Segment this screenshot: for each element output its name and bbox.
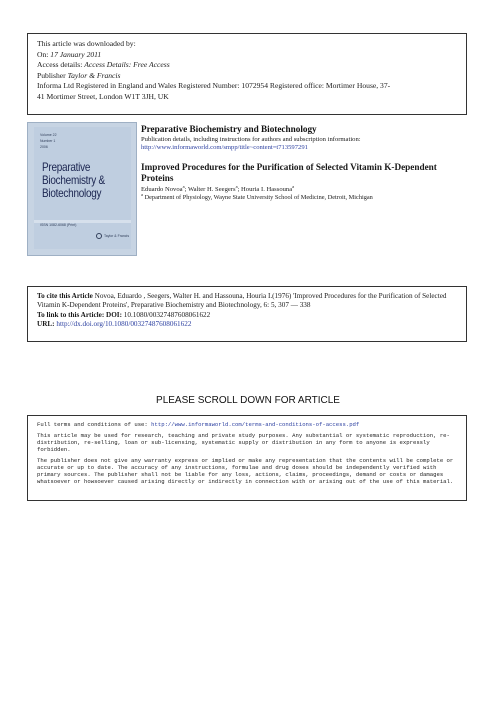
download-date-line	[37, 50, 457, 61]
access-details: Access Details: Free Access	[84, 60, 170, 70]
scroll-notice: PLEASE SCROLL DOWN FOR ARTICLE	[156, 395, 340, 406]
access-label: Access details:	[37, 60, 83, 70]
author-2-sup: a	[235, 183, 238, 189]
journal-cover-image	[27, 122, 137, 256]
journal-url-link[interactable]: http://www.informaworld.com/smpp/title~content=t713597291	[141, 144, 308, 152]
affiliation	[141, 194, 471, 202]
full-terms-line	[37, 421, 457, 428]
terms-url-link[interactable]: http://www.informaworld.com/terms-and-conditions-of-access.pdf	[151, 421, 360, 428]
journal-info	[141, 124, 471, 203]
publication-details: Publication details, including instructions for authors and subscription information:	[141, 136, 361, 143]
cite-line	[37, 292, 457, 311]
publisher-name: Taylor & Francis	[67, 70, 121, 80]
terms-paragraph-1: This article may be used for research, teaching and private study purposes. Any substantial or systematic reproduction, re-distribution, re-selling, loan or sub-licensing, systematic supply or distribution in any form to anyone is expressly forbidden.	[37, 432, 450, 453]
access-details-line	[37, 60, 457, 71]
informa-line-2: 41 Mortimer Street, London W1T 3JH, UK	[37, 91, 169, 101]
publisher-label: Publisher	[37, 70, 66, 80]
terms-paragraph-2: The publisher does not give any warranty express or implied or make any representation that the contents will be complete or accurate or up to date. The accuracy of any instructions, formulae and drug doses should be independently verified with primary sources. The publisher shall not be liable for any loss, actions, claims, proceedings, demand or costs or damages whatsoever or howsoever caused arising directly or indirectly in connection with or arising out of the use of this material.	[37, 457, 454, 485]
cover-volume: Volume 22	[40, 133, 57, 137]
informa-line-1: Informa Ltd Registered in England and Wales Registered Number: 1072954 Registered office: Mortimer House, 37-	[37, 81, 391, 91]
download-date: 17 January 2011	[50, 49, 102, 59]
doi-url-link[interactable]: http://dx.doi.org/10.1080/00327487608061622	[56, 320, 192, 329]
cover-publisher-logo	[96, 233, 129, 239]
affiliation-text: Department of Physiology, Wayne State University School of Medicine, Detroit, Michigan	[143, 194, 373, 202]
cover-number: Number 1	[40, 139, 56, 143]
cite-text: Novoa, Eduardo , Seegers, Walter H. and Hassouna, Houria I.(1976) 'Improved Procedures for the Purification of Selected Vitamin K-Dependent Proteins', Preparative Biochemistry and Biotechnology, 6: 5, 307 — 338	[37, 292, 447, 310]
cover-footer: ISSN 1082-6068 (Print)	[40, 223, 77, 227]
cover-year: 2006	[40, 145, 48, 149]
author-1: Eduardo Novoa	[141, 185, 183, 193]
doi-value: 10.1080/00327487608061622	[123, 310, 211, 319]
link-label: To link to this Article: DOI:	[37, 310, 122, 319]
url-label: URL:	[37, 320, 55, 329]
author-3-sup: a	[292, 183, 295, 189]
affiliation-sup: a	[141, 192, 143, 198]
article-title: Improved Procedures for the Purification of Selected Vitamin K-Dependent Proteins	[141, 161, 437, 183]
author-3: ; Houria I. Hassouna	[237, 185, 293, 193]
cite-label: To cite this Article	[37, 292, 93, 300]
on-label: On:	[37, 49, 49, 59]
doi-line	[37, 311, 457, 320]
publisher-logo-text: Taylor & Francis	[104, 233, 130, 238]
journal-title: Preparative Biochemistry and Biotechnology	[141, 124, 317, 134]
download-info-box	[27, 33, 467, 115]
publisher-line	[37, 71, 457, 82]
author-2: ; Walter H. Seegers	[184, 185, 236, 193]
terms-box	[27, 415, 467, 501]
cover-title: Preparative Biochemistry & Biotechnology	[42, 161, 105, 201]
authors	[141, 183, 471, 194]
citation-box	[27, 286, 467, 342]
author-1-sup: a	[182, 183, 185, 189]
publisher-logo-icon	[96, 233, 102, 239]
full-terms-label: Full terms and conditions of use:	[37, 421, 148, 428]
downloaded-by-line: This article was downloaded by:	[37, 39, 136, 48]
url-line	[37, 320, 457, 329]
